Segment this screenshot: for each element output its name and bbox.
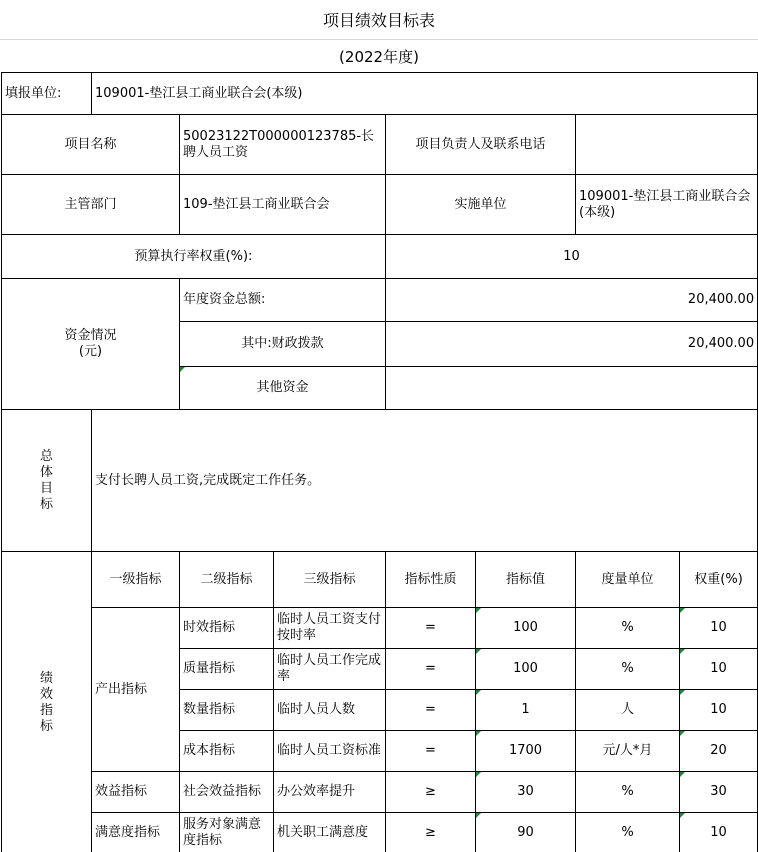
funds-fiscal-label: 其中:财政拨款: [241, 336, 324, 351]
header-nature: 指标性质: [386, 552, 476, 608]
impl-value: 109001-垫江县工商业联合会(本级): [579, 188, 751, 220]
funds-total-value-cell[interactable]: [386, 279, 758, 322]
unit-label: 填报单位:: [5, 85, 62, 101]
budget-weight-label: 预算执行率权重(%):: [134, 248, 253, 264]
row-weight[interactable]: [680, 731, 758, 772]
row-weight-text: 10: [710, 620, 727, 635]
row-unit: 元/人*月: [576, 731, 680, 772]
row-level2: 成本指标: [180, 731, 274, 772]
impl-label: 实施单位: [454, 196, 507, 212]
row-nature: =: [386, 608, 476, 649]
row-level2: 数量指标: [180, 690, 274, 731]
row-level2: 时效指标: [180, 608, 274, 649]
unit-value: 109001-垫江县工商业联合会(本级): [95, 85, 303, 101]
overall-goal-char: 标: [39, 496, 53, 512]
sheet-year: (2022年度): [339, 47, 419, 66]
perf-char: 绩: [39, 670, 53, 686]
project-name-label: 项目名称: [64, 136, 117, 152]
overall-goal-label-cell: [2, 410, 92, 552]
benefit-indicator-cell: [92, 772, 180, 813]
perf-char: 标: [39, 718, 53, 734]
dept-label-cell: [2, 175, 180, 235]
funds-total-label: 年度资金总额:: [183, 292, 266, 307]
table-row: [2, 772, 758, 813]
funds-fiscal-value: 20,400.00: [687, 336, 755, 351]
header-level1: 一级指标: [92, 552, 180, 608]
dept-value-cell[interactable]: [180, 175, 386, 235]
row-nature: =: [386, 690, 476, 731]
row-nature: ≥: [386, 772, 476, 813]
row-nature: =: [386, 649, 476, 690]
funds-other-label-cell: [180, 367, 386, 410]
perf-char: 指: [39, 702, 53, 718]
row-value[interactable]: [476, 608, 576, 649]
overall-goal-char: 总: [39, 448, 53, 464]
project-leader-label-cell: [386, 115, 576, 175]
budget-weight-value-cell[interactable]: [386, 235, 758, 279]
funds-unit: (元): [78, 344, 103, 359]
row-weight-text: 10: [710, 661, 727, 676]
funds-total-label-cell: [180, 279, 386, 322]
funds-label: 资金情况: [64, 328, 117, 343]
row-level2: 质量指标: [180, 649, 274, 690]
sheet-title: 项目绩效目标表: [0, 0, 758, 40]
dept-value: 109-垫江县工商业联合会: [183, 196, 330, 212]
table-row: [2, 813, 758, 852]
row-value-text: 1700: [508, 743, 543, 758]
header-value: 指标值: [476, 552, 576, 608]
row-value-text: 100: [513, 620, 538, 635]
row-value[interactable]: [476, 690, 576, 731]
row-level2: 服务对象满意度指标: [180, 813, 274, 852]
row-level3: 临时人员工资标准: [274, 731, 386, 772]
row-level3: 临时人员人数: [274, 690, 386, 731]
row-value-text: 100: [513, 661, 538, 676]
row-weight-text: 20: [710, 743, 727, 758]
project-leader-label: 项目负责人及联系电话: [415, 136, 546, 152]
project-name-value: 50023122T000000123785-长聘人员工资: [183, 128, 375, 160]
row-value-text: 90: [517, 825, 534, 840]
row-weight[interactable]: [680, 608, 758, 649]
row-weight[interactable]: [680, 690, 758, 731]
table-row: [2, 608, 758, 649]
overall-goal-char: 目: [39, 480, 53, 496]
funds-label-cell: [2, 279, 180, 410]
row-weight-text: 30: [710, 784, 727, 799]
output-indicator-label: 产出指标: [95, 681, 148, 697]
row-unit: 人: [576, 690, 680, 731]
budget-weight-value: 10: [563, 248, 580, 264]
row-weight[interactable]: [680, 772, 758, 813]
row-value[interactable]: [476, 813, 576, 852]
performance-table: [1, 72, 758, 852]
budget-weight-label-cell: [2, 235, 386, 279]
row-unit: %: [576, 649, 680, 690]
output-indicator-cell: [92, 608, 180, 772]
row-level3: 临时人员工资支付按时率: [274, 608, 386, 649]
overall-goal-text: 支付长聘人员工资,完成既定工作任务。: [95, 472, 321, 488]
row-value[interactable]: [476, 772, 576, 813]
header-unit: 度量单位: [576, 552, 680, 608]
impl-value-cell[interactable]: [576, 175, 758, 235]
unit-value-cell[interactable]: [92, 73, 758, 115]
funds-fiscal-value-cell[interactable]: [386, 322, 758, 367]
header-weight: 权重(%): [680, 552, 758, 608]
row-level3: 机关职工满意度: [274, 813, 386, 852]
row-value-text: 1: [521, 702, 530, 717]
header-level3: 三级指标: [274, 552, 386, 608]
benefit-indicator-label: 效益指标: [95, 784, 148, 799]
row-nature: =: [386, 731, 476, 772]
row-value[interactable]: [476, 731, 576, 772]
row-unit: %: [576, 813, 680, 852]
row-value-text: 30: [517, 784, 534, 799]
header-level2: 二级指标: [180, 552, 274, 608]
row-weight-text: 10: [710, 702, 727, 717]
row-weight[interactable]: [680, 813, 758, 852]
row-nature: ≥: [386, 813, 476, 852]
satisfaction-indicator-label: 满意度指标: [95, 825, 161, 840]
overall-goal-text-cell[interactable]: [92, 410, 758, 552]
funds-total-value: 20,400.00: [687, 292, 755, 307]
project-name-label-cell: [2, 115, 180, 175]
row-level3: 临时人员工作完成率: [274, 649, 386, 690]
project-name-value-cell[interactable]: [180, 115, 386, 175]
perf-char: 效: [39, 686, 53, 702]
row-unit: %: [576, 608, 680, 649]
funds-other-value-cell[interactable]: [386, 367, 758, 410]
impl-label-cell: [386, 175, 576, 235]
row-level3: 办公效率提升: [274, 772, 386, 813]
satisfaction-indicator-cell: [92, 813, 180, 852]
project-leader-value-cell[interactable]: [576, 115, 758, 175]
row-weight[interactable]: [680, 649, 758, 690]
funds-fiscal-label-cell: [180, 322, 386, 367]
row-weight-text: 10: [710, 825, 727, 840]
unit-label-cell: [2, 73, 92, 115]
perf-label-cell: [2, 552, 92, 852]
dept-label: 主管部门: [64, 196, 117, 212]
row-level2: 社会效益指标: [180, 772, 274, 813]
row-unit: %: [576, 772, 680, 813]
overall-goal-char: 体: [39, 464, 53, 480]
funds-other-label: 其他资金: [256, 380, 309, 395]
row-value[interactable]: [476, 649, 576, 690]
